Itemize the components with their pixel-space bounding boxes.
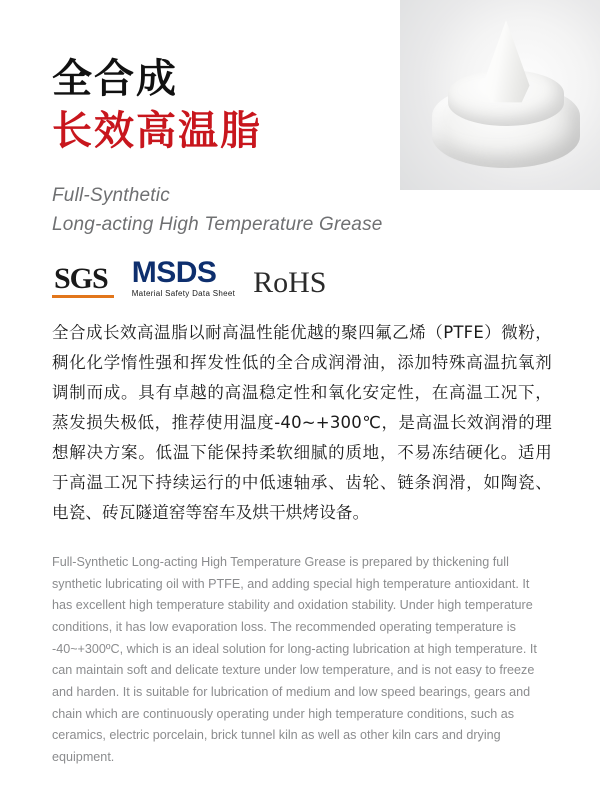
msds-logo-text: MSDS bbox=[131, 256, 217, 289]
msds-logo bbox=[132, 258, 235, 298]
certification-logos bbox=[52, 258, 326, 298]
page-subtitle-en-line1: Full-Synthetic bbox=[52, 185, 170, 206]
description-paragraph-cn: 全合成长效高温脂以耐高温性能优越的聚四氟乙烯（PTFE）微粉，稠化化学惰性强和挥发性低的全合成润滑油，添加特殊高温抗氧剂调制而成。具有卓越的高温稳定性和氧化安定性，在高温工况下，蒸发损失极低，推荐使用温度-40~+300℃，是高温长效润滑的理想解决方案。低温下能保持柔软细腻的质地，不易冻结硬化。适用于高温工况下持续运行的中低速轴承、齿轮、链条润滑，如陶瓷、电瓷、砖瓦隧道窑等窑车及烘干烘烤设备。 bbox=[52, 323, 552, 523]
msds-logo-subtitle: Material Safety Data Sheet bbox=[131, 289, 236, 298]
description-paragraph-en: Full-Synthetic Long-acting High Temperature Grease is prepared by thickening full synthetic lubricating oil with PTFE, and adding special high temperature antioxidant. It has excellent high temperature stability and oxidation stability. Under high temperature conditions, it has low evaporation loss. The recommended operating temperature is -40~+300ºC, which is an ideal solution for long-acting lubrication at high temperature. It can maintain soft and delicate texture under low temperature, and is not easy to freeze and harden. It is suitable for lubrication of medium and low speed bearings, gears and chain which are continuously operating under high temperature conditions, such as ceramics, electric porcelain, brick tunnel kiln as well as other kiln cars and drying equipment. bbox=[52, 555, 537, 764]
cone-tip bbox=[478, 20, 534, 104]
rohs-logo: RoHS bbox=[253, 266, 327, 299]
title-block bbox=[52, 56, 472, 239]
sgs-logo bbox=[52, 263, 114, 298]
sgs-logo-text: SGS bbox=[54, 262, 108, 295]
page-title-cn-line2: 长效高温脂 bbox=[52, 108, 262, 154]
page-subtitle-en bbox=[52, 182, 472, 239]
page-subtitle-en-line2: Long-acting High Temperature Grease bbox=[52, 213, 383, 235]
page-title-cn-line1: 全合成 bbox=[52, 56, 178, 102]
